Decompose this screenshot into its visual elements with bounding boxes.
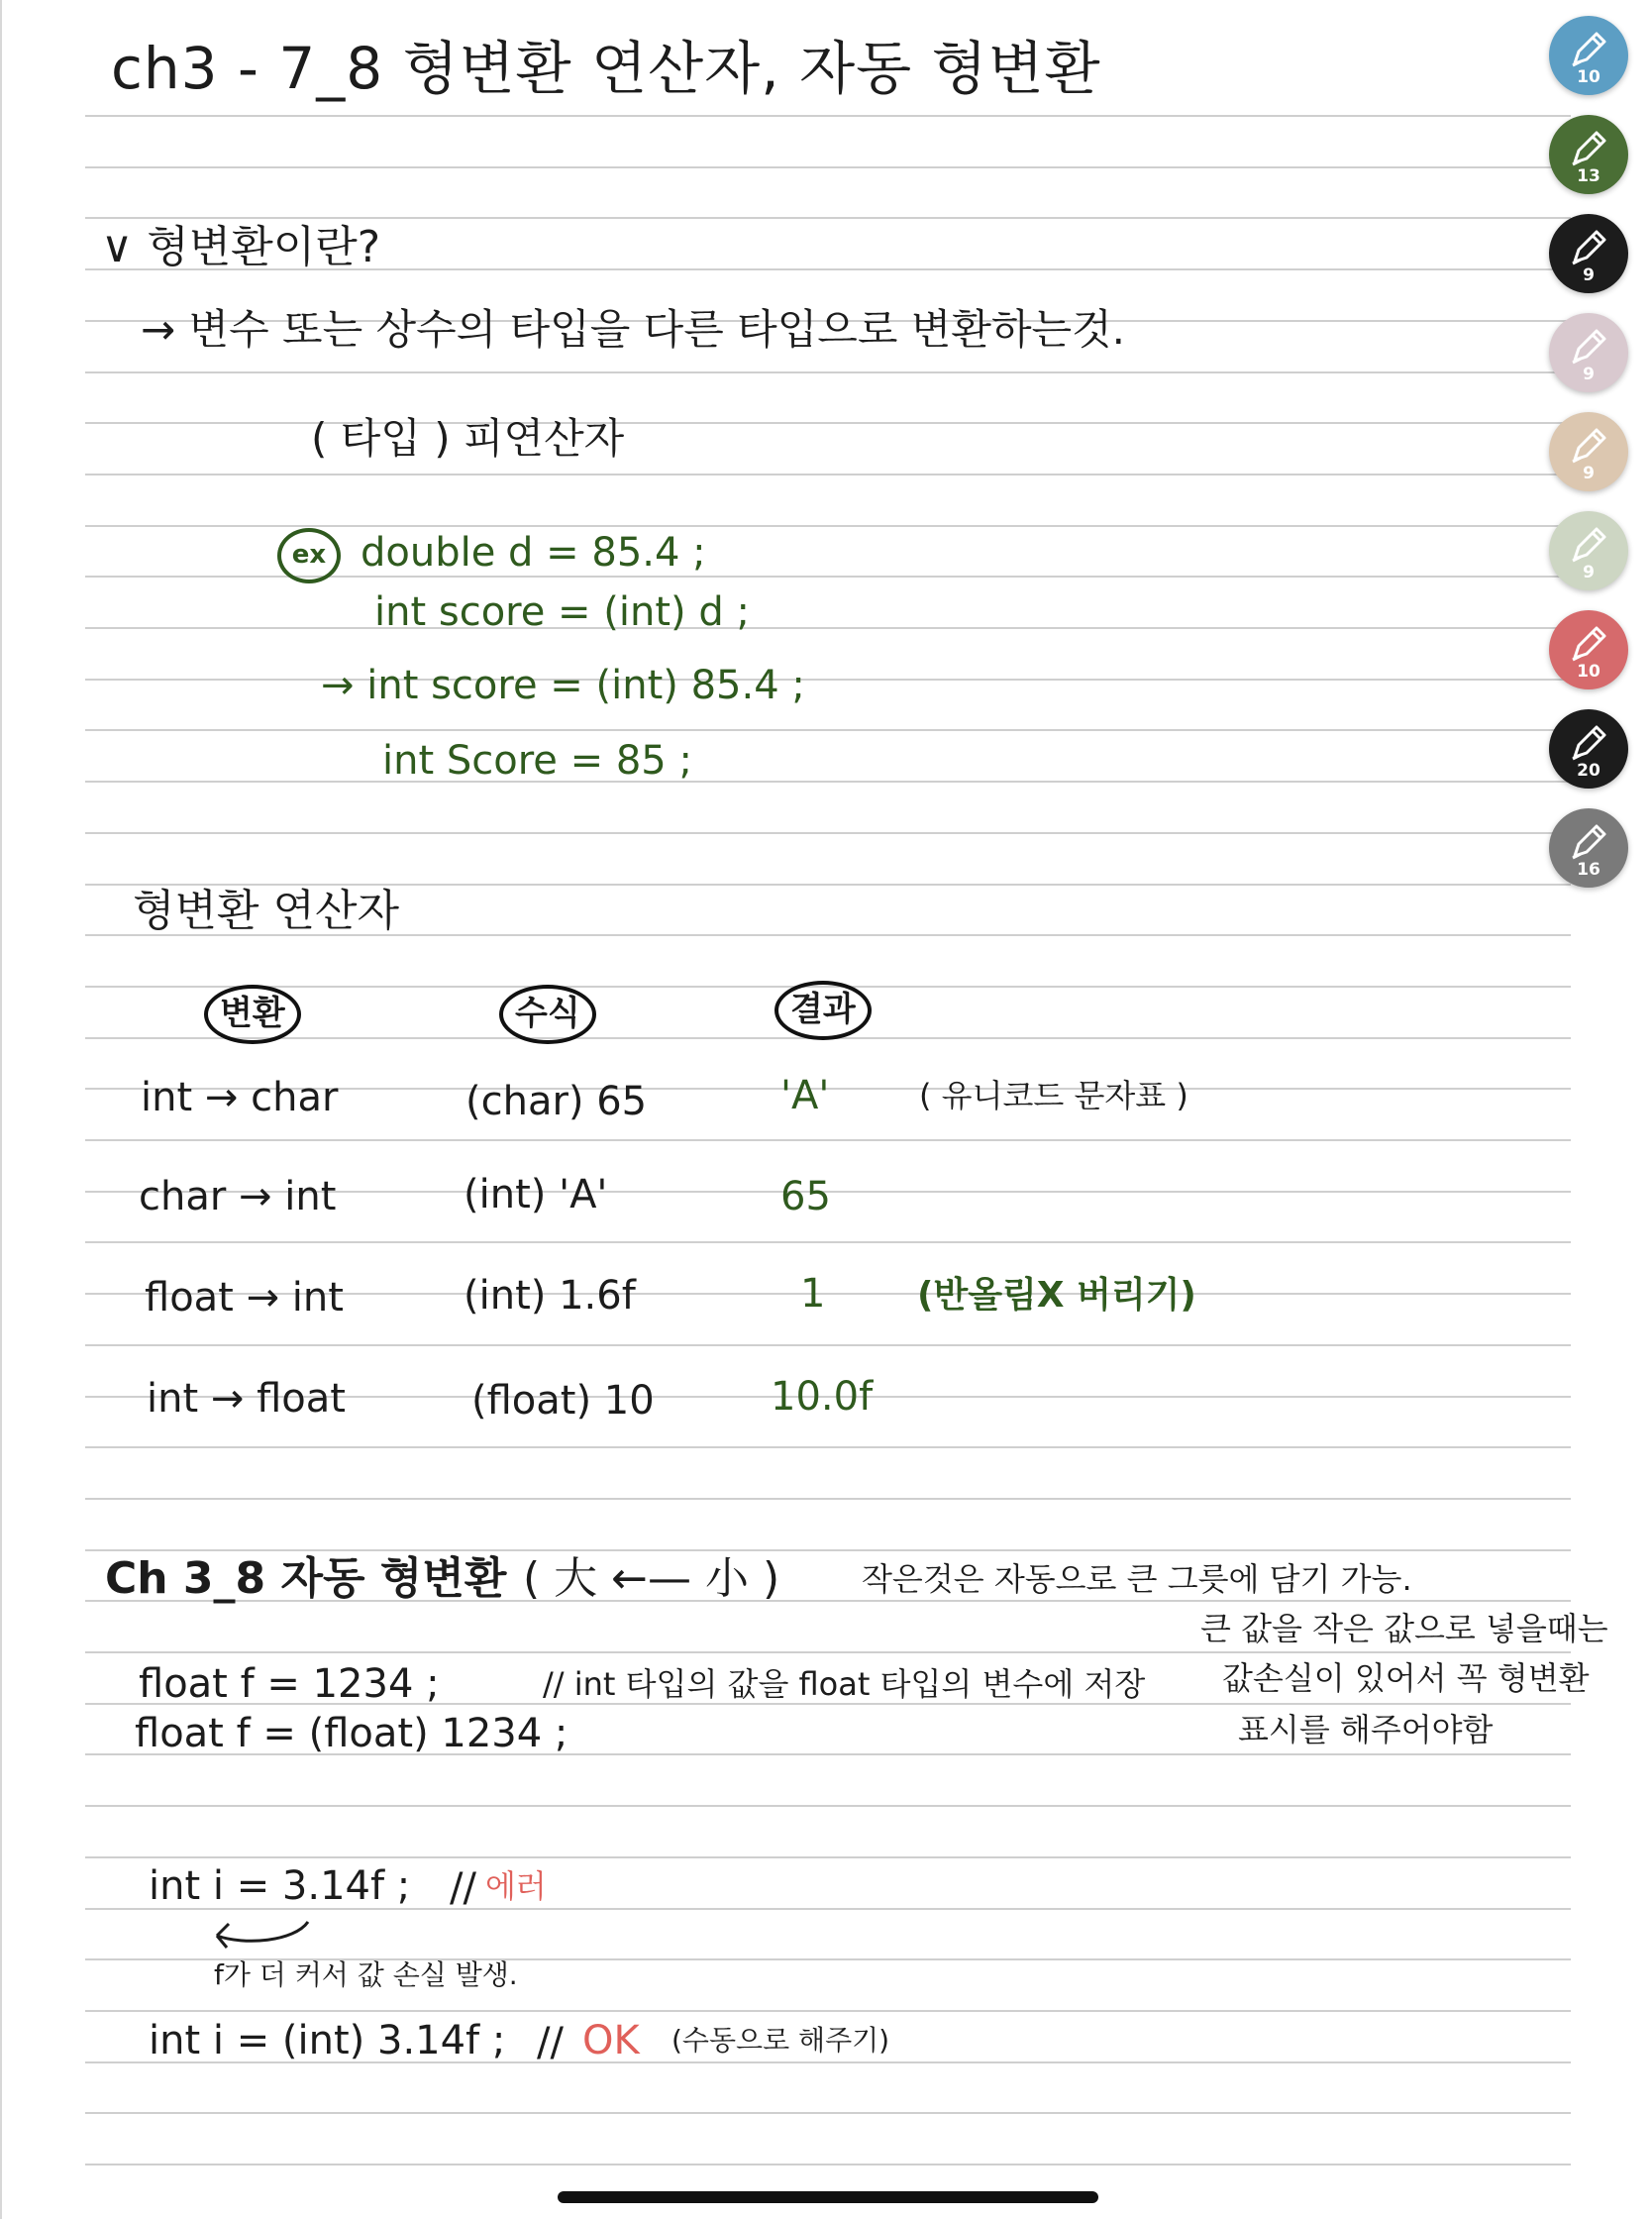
pen-blue-button[interactable] bbox=[1549, 16, 1628, 95]
column-header-result: 결과 bbox=[774, 981, 872, 1040]
pen-icon bbox=[1567, 325, 1610, 369]
side-note-line-1: 큰 값을 작은 값으로 넣을때는 bbox=[1200, 1610, 1608, 1647]
example-line-3: → int score = (int) 85.4 ; bbox=[321, 663, 805, 708]
pen-count: 9 bbox=[1583, 464, 1595, 483]
section3-heading: Ch 3_8 자동 형변환 bbox=[105, 1553, 507, 1604]
row2-conversion: char → int bbox=[139, 1174, 337, 1219]
pen-icon bbox=[1567, 721, 1610, 765]
auto-line-1-comment: // int 타입의 값을 float 타입의 변수에 저장 bbox=[543, 1665, 1146, 1703]
pen-count: 10 bbox=[1577, 662, 1600, 682]
side-note-line-3: 표시를 해주어야함 bbox=[1238, 1711, 1494, 1748]
pen-icon bbox=[1567, 820, 1610, 864]
pen-icon bbox=[1567, 226, 1610, 269]
syntax-text: ( 타입 ) 피연산자 bbox=[311, 414, 625, 463]
example-mark: ex bbox=[277, 528, 341, 583]
pen-count: 16 bbox=[1577, 860, 1600, 880]
ok-line-slashes: // bbox=[537, 2020, 564, 2065]
ok-label: OK bbox=[582, 2018, 640, 2063]
row3-expression: (int) 1.6f bbox=[464, 1273, 636, 1319]
pen-mauve-button[interactable] bbox=[1549, 313, 1628, 392]
pen-gray-button[interactable] bbox=[1549, 808, 1628, 888]
definition-text: → 변수 또는 상수의 타입을 다른 타입으로 변환하는것. bbox=[141, 305, 1126, 354]
pen-icon bbox=[1567, 127, 1610, 170]
section3-heading-note: 작은것은 자동으로 큰 그릇에 담기 가능. bbox=[862, 1560, 1412, 1598]
row3-conversion: float → int bbox=[145, 1275, 344, 1321]
curved-arrow-icon bbox=[205, 1912, 314, 1961]
section3-heading-paren: ( 大 ←— 小 ) bbox=[523, 1553, 780, 1604]
row2-result: 65 bbox=[780, 1174, 831, 1219]
pen-count: 20 bbox=[1577, 761, 1600, 781]
row3-result: 1 bbox=[800, 1271, 826, 1317]
example-line-1: double d = 85.4 ; bbox=[361, 530, 706, 576]
section1-heading: ∨ 형변환이란? bbox=[101, 222, 381, 272]
ok-note: (수동으로 해주기) bbox=[671, 2024, 890, 2057]
column-header-expression: 수식 bbox=[499, 985, 596, 1044]
pen-icon bbox=[1567, 28, 1610, 71]
row1-note: ( 유니코드 문자표 ) bbox=[919, 1077, 1188, 1114]
row4-expression: (float) 10 bbox=[471, 1378, 655, 1424]
pen-red-button[interactable] bbox=[1549, 610, 1628, 689]
auto-line-1-code: float f = 1234 ; bbox=[139, 1661, 440, 1707]
pen-icon bbox=[1567, 622, 1610, 666]
pen-sage-button[interactable] bbox=[1549, 511, 1628, 590]
pen-black-button[interactable] bbox=[1549, 214, 1628, 293]
auto-line-2-code: float f = (float) 1234 ; bbox=[135, 1711, 568, 1756]
pen-count: 9 bbox=[1583, 563, 1595, 582]
page-title: ch3 - 7_8 형변환 연산자, 자동 형변환 bbox=[111, 35, 1101, 102]
ok-line-code: int i = (int) 3.14f ; bbox=[149, 2018, 506, 2063]
side-note-line-2: 값손실이 있어서 꼭 형변환 bbox=[1222, 1659, 1590, 1697]
row3-note: (반올림X 버리기) bbox=[917, 1275, 1196, 1316]
pen-black-2-button[interactable] bbox=[1549, 709, 1628, 789]
error-line-slashes: // bbox=[450, 1865, 476, 1911]
pen-count: 9 bbox=[1583, 265, 1595, 285]
row4-result: 10.0f bbox=[771, 1374, 874, 1420]
row1-result: 'A' bbox=[780, 1073, 830, 1118]
pen-count: 13 bbox=[1577, 166, 1600, 186]
section2-heading: 형변환 연산자 bbox=[133, 886, 400, 936]
example-line-2: int score = (int) d ; bbox=[374, 589, 750, 635]
error-label: 에러 bbox=[485, 1867, 547, 1905]
example-line-4: int Score = 85 ; bbox=[382, 738, 692, 784]
pen-count: 10 bbox=[1577, 67, 1600, 87]
pen-icon bbox=[1567, 523, 1610, 567]
column-header-conversion: 변환 bbox=[204, 985, 301, 1044]
row4-conversion: int → float bbox=[147, 1376, 346, 1422]
pen-icon bbox=[1567, 424, 1610, 468]
row2-expression: (int) 'A' bbox=[464, 1172, 608, 1217]
row1-expression: (char) 65 bbox=[465, 1079, 648, 1124]
loss-note: f가 더 커서 값 손실 발생. bbox=[214, 1958, 518, 1991]
pen-beige-button[interactable] bbox=[1549, 412, 1628, 491]
row1-conversion: int → char bbox=[141, 1075, 339, 1120]
pen-green-button[interactable] bbox=[1549, 115, 1628, 194]
home-indicator[interactable] bbox=[558, 2191, 1098, 2203]
error-line-code: int i = 3.14f ; bbox=[149, 1863, 411, 1909]
pen-count: 9 bbox=[1583, 365, 1595, 384]
